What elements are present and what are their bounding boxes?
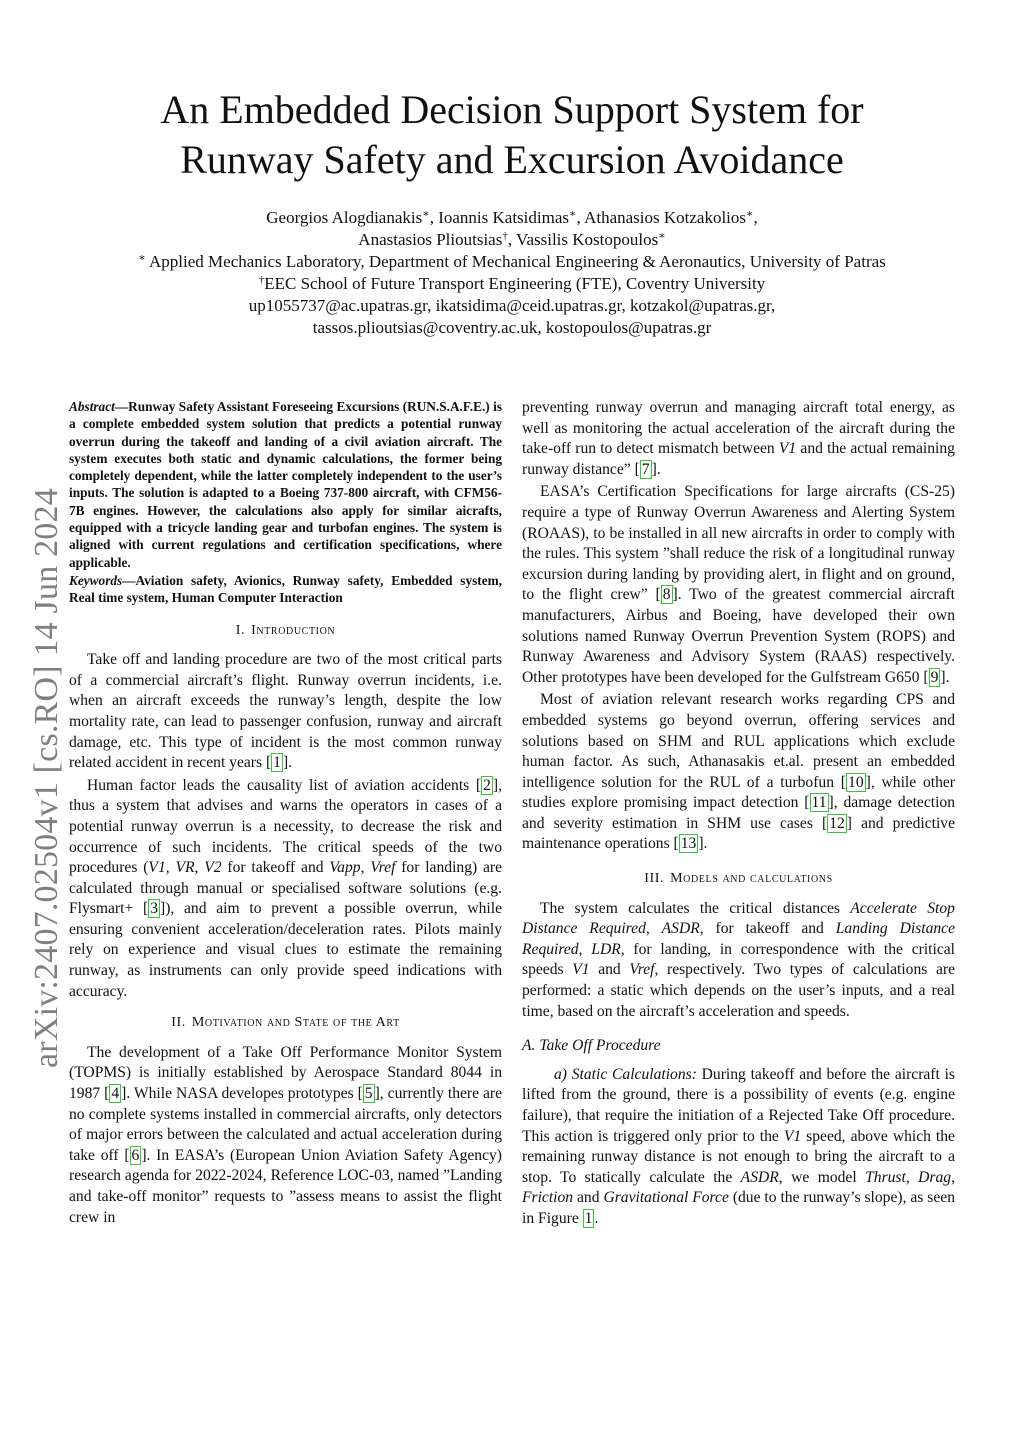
paragraph-text: and	[598, 961, 621, 979]
figure-link[interactable]: 1	[584, 1209, 593, 1227]
keywords	[69, 572, 502, 607]
motivation-paragraph-3: EASA’s Certification Specifications for large aircrafts (CS-25) require a type of Runway Overrun Awareness and Alerting System (ROAAS), to be installed in all new aircrafts in order to comply with the rules. This system ”shall reduce the risk of a longitudinal runway excursion during landing by providing alert, in flight and on ground, to the flight crew” [ 8 ]. Two of the greatest commercial aircraft manufacturers, Airbus and Boeing, have developed their own solutions named Runway Overrun Prevention System (ROPS) and Runway Awareness and Advisory System (RAAS) respectively. Other prototypes have been developed for the Gulfstream G650 [ 9 ].	[522, 483, 955, 686]
term: ASDR	[740, 1168, 779, 1186]
paragraph-text: , respectively. Two types of calculations are performed: a static which depends on the user’s inputs, and a real time, based on the aircraft’s acceleration and speeds.	[522, 961, 956, 1020]
affiliation-mark: ∗	[138, 252, 146, 264]
author-name: Athanasios Kotzakolios	[584, 208, 747, 227]
term: ASDR	[661, 920, 700, 938]
intro-paragraph-1: Take off and landing procedure are two of the most critical parts of a commercial aircraft’s flight. Runway overrun incidents, i.e. when an aircraft exceeds the runway’s length, despite the low mortality rate, can lead to passenger confusion, runway and aircraft damage, etc. This type of incident is the most common runway related accident in recent years [ 1 ].	[69, 651, 502, 772]
speed-term: Vref	[370, 859, 396, 877]
affiliation-2	[0, 273, 1024, 295]
author-name: Vassilis Kostopoulos	[516, 230, 659, 249]
citation-link[interactable]: 6	[131, 1146, 140, 1164]
speed-term: V1	[783, 1127, 802, 1145]
section-title: Introduction	[251, 622, 336, 638]
motivation-paragraph-1: The development of a Take Off Performance Monitor System (TOPMS) is initially established by Aerospace Standard 8044 in 1987 [ 4 ]. While NASA developes prototypes [ 5 ], currently there are no complete systems installed in commercial aircrafts, only detectors of major errors between the calculated and actual acceleration during take off [ 6 ]. In EASA’s (European Union Aviation Safety Agency) research agenda for 2022-2024, Reference LOC-03, named ”Landing and take-off monitor” requests to ”assess means to assist the flight crew in	[69, 1043, 503, 1226]
term: Friction	[522, 1189, 574, 1207]
citation-link[interactable]: 11	[811, 794, 827, 812]
speed-term: V1	[148, 859, 166, 877]
citation-link[interactable]: 12	[829, 814, 845, 832]
affiliation-text: EEC School of Future Transport Engineering (FTE), Coventry University	[264, 274, 766, 293]
author-name: Anastasios Plioutsias	[358, 230, 503, 249]
paragraph-text: preventing runway overrun and managing aircraft total energy, as well as monitoring the actual acceleration of the aircraft during the take-off run to detect mismatch between	[522, 399, 955, 458]
paragraph-text: . In EASA’s (European Union Aviation Safety Agency) research agenda for 2022-2024, Reference LOC-03, named ”Landing and take-off monitor” requests to ”assess means to assist the flight crew in	[69, 1146, 503, 1226]
section-heading-models	[522, 869, 955, 890]
section-heading-introduction	[69, 621, 502, 642]
paragraph-text: The system calculates the critical distances	[540, 899, 840, 917]
motivation-paragraph-4: Most of aviation relevant research works regarding CPS and embedded systems go beyond overrun, offering services and solutions based on SHM and RUL applications which exclude human factor. As such, Athanasakis et.al. present an embedded intelligence solution for the RUL of a turbofun [ 10 ], while other studies explore promising impact detection [ 11 ], damage detection and severity estimation in SHM use cases [ 12 ] and predictive maintenance operations [ 13 ].	[522, 691, 956, 853]
speed-term: V2	[204, 859, 222, 877]
paragraph-text: for takeoff and	[221, 859, 330, 877]
paragraph-text: , for takeoff and	[699, 920, 824, 938]
citation-link[interactable]: 3	[150, 900, 158, 918]
paragraph-text: The development of a Take Off Performance Monitor System (TOPMS) is initially established by Aerospace Standard 8044 in 1987	[69, 1043, 502, 1103]
intro-paragraph-2: Human factor leads the causality list of aviation accidents [ 2 ], thus a system that advises and warns the operators in cases of a potential runway overrun is a necessity, to decrease the risk and occurrence of such incidents. The critical speeds of the two procedures (V1, VR, V2 for takeoff and Vapp, Vref for landing) are calculated through manual or specialised software solutions (e.g. Flysmart+ [ 3 ]), and aim to prevent a possible overrun, while ensuring convenient acceleration/deceleration rates. Pilots mainly rely on experience and visual clues to estimate the remaining runway, as instruments can only provide speed indications with accuracy.	[69, 776, 503, 1000]
paragraph-label: a) Static Calculations:	[554, 1065, 697, 1083]
title-line-1: An Embedded Decision Support System for	[160, 87, 864, 132]
motivation-paragraph-2: preventing runway overrun and managing aircraft total energy, as well as monitoring the actual acceleration of the aircraft during the take-off run to detect mismatch between V1 and the actual remaining runway distance” [ 7 ].	[522, 399, 955, 478]
author-name: Georgios Alogdianakis	[266, 208, 423, 227]
speed-term: Vref	[629, 961, 655, 979]
static-calc-paragraph: a) Static Calculations: During takeoff and before the aircraft is lifted from the ground, there is a possibility of events (e.g. engine failure), that require the initiation of a Rejected Take Off procedure. This action is triggered only prior to the V1 speed, above which the remaining runway distance is not enough to bring the aircraft to a stop. To statically calculate the ASDR, we model Thrust, Drag, Friction and Gravitational Force (due to the runway’s slope), as seen in Figure 1 .	[522, 1065, 955, 1227]
affiliation-mark: ∗	[569, 208, 577, 220]
right-column	[522, 398, 955, 1230]
term: LDR	[591, 940, 621, 958]
affiliation-mark: †	[258, 274, 265, 286]
paragraph-text: , for landing, in correspondence with the critical speeds	[522, 940, 956, 979]
abstract-label: Abstract	[69, 399, 115, 414]
paragraph-text: EASA’s Certification Specifications for large aircrafts (CS-25) require a type of Runway Overrun Awareness and Alerting System (ROAAS), to be installed in all new aircrafts in order to comply with the rules. This system ”shall reduce the risk of a longitudinal runway excursion during landing by providing alert, in flight and on ground, to the flight crew”	[522, 483, 955, 604]
models-paragraph-1: The system calculates the critical distances Accelerate Stop Distance Required, ASDR, for takeoff and Landing Distance Required, LDR, for landing, in correspondence with the critical speeds V1 and Vref, respectively. Two types of calculations are performed: a static which depends on the user’s inputs, and a real time, based on the aircraft’s acceleration and speeds.	[522, 899, 956, 1020]
paragraph-text: . Two of the greatest commercial aircraft manufacturers, Airbus and Boeing, have developed their own solutions named Runway Overrun Prevention System (ROPS) and Runway Awareness and Advisory System (RAAS) respectively. Other prototypes have been developed for the Gulfstream G650	[522, 586, 955, 686]
speed-term: V1	[778, 440, 797, 458]
paragraph-text: (due to the runway’s slope), as seen in Figure	[522, 1189, 955, 1227]
section-number: II.	[171, 1015, 186, 1031]
affiliation-mark: ∗	[658, 230, 666, 242]
section-number: III.	[644, 871, 665, 887]
term: Accelerate Stop Distance Required	[522, 899, 955, 938]
paper-title	[0, 85, 1024, 185]
paragraph-text: and the actual remaining runway distance”	[522, 440, 955, 478]
keywords-label: Keywords	[69, 572, 123, 588]
paragraph-text: and	[577, 1189, 600, 1207]
left-column	[69, 398, 502, 1228]
paragraph-text: for landing) are calculated through manual or specialised software solutions (e.g. Flysmart+	[69, 859, 503, 918]
citation-link[interactable]: 2	[483, 776, 491, 794]
email-line-1: up1055737@ac.upatras.gr, ikatsidima@ceid.upatras.gr, kotzakol@upatras.gr,	[248, 296, 776, 315]
author-block	[0, 207, 1024, 339]
affiliation-1	[0, 251, 1024, 273]
paragraph-text: Human factor leads the causality list of aviation accidents	[87, 776, 470, 794]
citation-link[interactable]: 4	[111, 1085, 120, 1103]
paragraph-text: ), and aim to prevent a possible overrun, while ensuring convenient acceleration/deceleration rates. Pilots mainly rely on experience and visual clues to estimate the remaining runway, as instruments can only provide speed indications with accuracy.	[69, 900, 503, 1000]
affiliation-mark: ∗	[746, 208, 754, 220]
keywords-text: —Aviation safety, Avionics, Runway safety, Embedded system, Real time system, Human Computer Interaction	[69, 572, 502, 606]
citation-link[interactable]: 7	[641, 460, 650, 478]
speed-term: Vapp	[329, 859, 361, 877]
citation-link[interactable]: 9	[930, 668, 939, 686]
abstract	[69, 398, 502, 571]
abstract-text: —Runway Safety Assistant Foreseeing Excursions (RUN.S.A.F.E.) is a complete embedded system solution that predicts a potential runway overrun during the takeoff and landing of a civil aviation aircraft. The system executes both static and dynamic calculations, the former being completely dependent, while the latter completely independent to the user’s inputs. The solution is adapted to a Boeing 737-800 aircraft, with CFM56-7B engines. However, the calculations also apply for similar aicrafts, equipped with a tricycle landing gear and turbofan engines. The system is aligned with current regulations and certification specifications, where applicable.	[69, 399, 502, 570]
citation-link[interactable]: 13	[680, 835, 697, 853]
arxiv-identifier: arXiv:2407.02504v1 [cs.RO] 14 Jun 2024	[28, 488, 65, 1068]
paragraph-text: speed, above which the remaining runway distance is not enough to bring the aircraft to a stop. To statically calculate the	[522, 1127, 955, 1186]
paragraph-text: Most of aviation relevant research works regarding CPS and embedded systems go beyond overrun, offering services and solutions based on SHM and RUL applications which exclude human factor. As such, Athanasakis et.al. present an embedded intelligence solution for the RUL of a turbofun	[522, 691, 955, 791]
term: Drag	[918, 1168, 952, 1186]
subsection-heading-takeoff: A. Take Off Procedure	[522, 1037, 661, 1055]
email-line-2: tassos.plioutsias@coventry.ac.uk, kostopoulos@upatras.gr	[312, 318, 712, 337]
title-line-2: Runway Safety and Excursion Avoidance	[180, 137, 844, 182]
paragraph-text: Take off and landing procedure are two of the most critical parts of a commercial aircraft’s flight. Runway overrun incidents, i.e. when an aircraft exceeds the runway’s length, despite the low mortality rate, can lead to passenger confusion, runway and aircraft damage, etc. This type of incident is the most common runway related accident in recent years	[69, 651, 502, 772]
section-title: Models and calculations	[670, 871, 833, 887]
section-number: I.	[235, 622, 246, 638]
citation-link[interactable]: 5	[364, 1085, 373, 1103]
section-heading-motivation	[69, 1013, 502, 1034]
affiliation-mark: ∗	[422, 208, 430, 220]
paragraph-text: , thus a system that advises and warns the operators in cases of a potential runway overrun is a necessity, to decrease the risk and occurrence of such incidents. The critical speeds of the two procedures (	[69, 776, 502, 877]
paragraph-text: , we model	[778, 1168, 857, 1186]
term: Gravitational Force	[603, 1189, 729, 1207]
affiliation-mark: †	[502, 230, 508, 242]
paragraph-text: , damage detection and severity estimation in SHM use cases	[522, 794, 956, 832]
paragraph-text: , currently there are no complete systems installed in commercial aircrafts, only detectors of major errors between the calculated and actual acceleration during take off	[69, 1085, 503, 1164]
section-title: Motivation and State of the Art	[191, 1015, 400, 1031]
citation-link[interactable]: 1	[273, 754, 281, 772]
author-line-2: Anastasios Plioutsias†, Vassilis Kostopoulos∗	[358, 230, 666, 249]
speed-term: V1	[572, 961, 590, 979]
citation-link[interactable]: 10	[848, 773, 864, 791]
paragraph-text: , while other studies explore promising impact detection	[522, 773, 955, 812]
paragraph-text: . While NASA developes prototypes	[126, 1085, 354, 1103]
citation-link[interactable]: 8	[662, 586, 671, 604]
paragraph-text: During takeoff and before the aircraft is lifted from the ground, there is a possibility of events (e.g. engine failure), that require the initiation of a Rejected Take Off procedure. This action is triggered only prior to the	[522, 1065, 955, 1145]
paragraph-text: and predictive maintenance operations	[522, 814, 956, 853]
term: Landing Distance Required	[522, 920, 956, 958]
author-name: Ioannis Katsidimas	[438, 208, 570, 227]
speed-term: VR	[175, 859, 195, 877]
author-line-1: Georgios Alogdianakis∗, Ioannis Katsidimas∗, Athanasios Kotzakolios∗,	[266, 208, 758, 227]
affiliation-text: Applied Mechanics Laboratory, Department of Mechanical Engineering & Aeronautics, University of Patras	[149, 252, 886, 271]
term: Thrust	[865, 1168, 906, 1186]
